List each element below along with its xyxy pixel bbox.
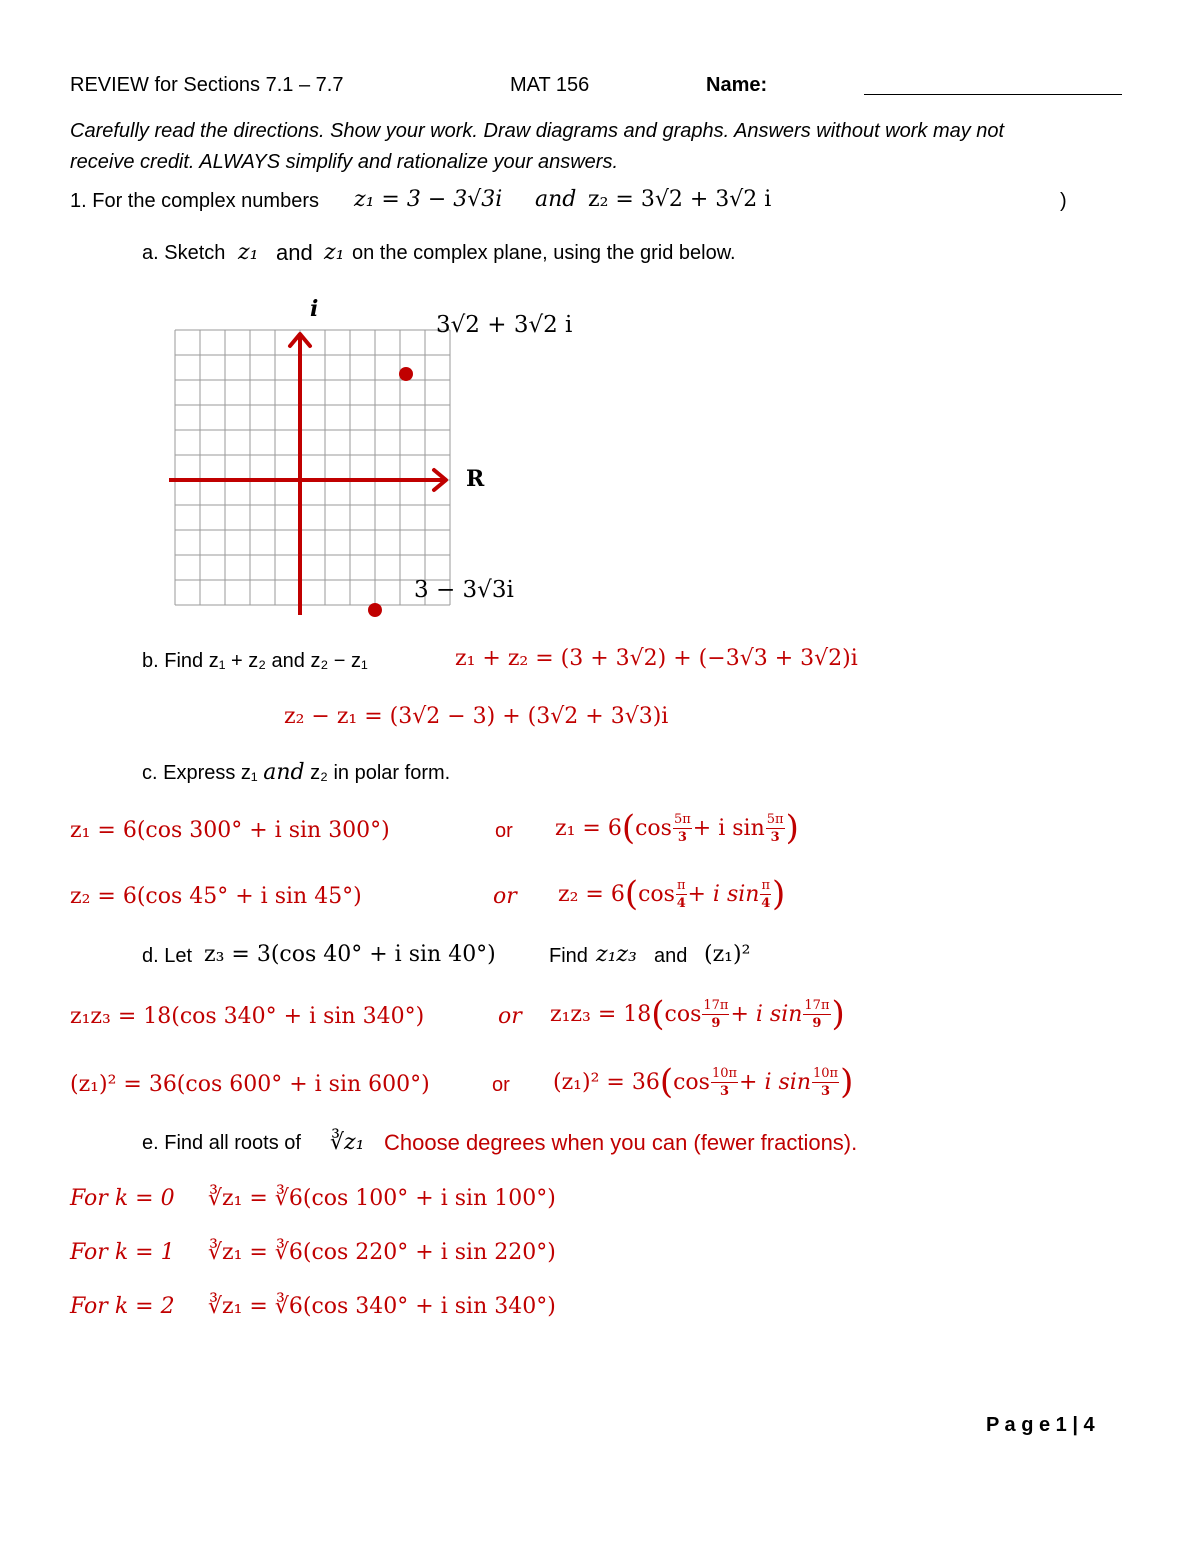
qd-square-radians: (z₁)² = 36 ( cos $\frac{10\pi}{3}$ + i sin $\frac{10\pi}{3}$ )	[553, 1062, 854, 1102]
instructions-line-2: receive credit. ALWAYS simplify and rationalize your answers.	[70, 151, 618, 173]
qd-square-degrees: (z₁)² = 36(cos 600° + i sin 600°)	[70, 1072, 430, 1097]
qd-sq-frac-num-2: 10π	[812, 1065, 839, 1081]
qc-prompt-a: c. Express z₁	[142, 762, 258, 784]
q1-and-word: and	[535, 187, 577, 212]
page-number: P a g e 1 | 4	[986, 1414, 1095, 1436]
qc-z1-frac-num-2: 5π	[766, 811, 784, 827]
qa-text-sketch: a. Sketch	[142, 242, 226, 264]
imag-axis-label: i	[310, 296, 319, 322]
point-z2-label: 3√2 + 3√2 i	[436, 312, 573, 338]
qd-prompt-and: and	[654, 945, 688, 967]
qd-sq-rad-mid: + i sin	[739, 1069, 811, 1095]
qc-or-1: or	[495, 820, 513, 842]
qc-prompt-and: and	[263, 760, 305, 785]
qc-z1-rad-cos: cos	[635, 815, 672, 841]
q1-z1-expression: z₁ = 3 − 3√3i	[354, 187, 503, 212]
qc-z1-degrees: z₁ = 6(cos 300° + i sin 300°)	[70, 818, 390, 843]
header-name-label: Name:	[706, 74, 768, 96]
qd-prod-rad-cos: cos	[664, 1001, 702, 1027]
qe-root-k2-label: For k = 2	[70, 1294, 175, 1319]
qe-root-k0-expression: ∛z₁ = ∛6(cos 100° + i sin 100°)	[208, 1186, 556, 1211]
qd-prod-frac-den-2: 9	[812, 1015, 822, 1031]
qd-prompt-square: (z₁)²	[704, 942, 751, 967]
real-axis-label: R	[466, 466, 485, 492]
qe-prompt-root: ∛z₁	[330, 1130, 365, 1155]
qe-root-k0-label: For k = 0	[70, 1186, 175, 1211]
qa-z1-second: z₁	[324, 240, 345, 265]
qa-z1-first: z₁	[238, 240, 259, 265]
qd-product-radians: z₁z₃ = 18 ( cos $\frac{17\pi}{9}$ + i sin $\frac{17\pi}{9}$ )	[550, 994, 845, 1034]
qc-z2-radians: z₂ = 6 ( cos $\frac{\pi}{4}$ + i sin $\frac{\pi}{4}$ )	[558, 874, 786, 914]
qc-z2-rad-cos: cos	[638, 881, 675, 907]
qc-z2-frac-den-2: 4	[761, 895, 771, 911]
qd-prod-rad-prefix: z₁z₃ = 18	[550, 1001, 652, 1027]
qc-z2-frac-num-2: π	[761, 877, 770, 893]
qc-or-2: or	[493, 884, 517, 909]
qc-z2-frac-den-1: 4	[676, 895, 686, 911]
qa-text-rest: on the complex plane, using the grid below.	[352, 242, 736, 264]
qc-z1-frac-num-1: 5π	[673, 811, 691, 827]
qd-product-degrees: z₁z₃ = 18(cos 340° + i sin 340°)	[70, 1004, 425, 1029]
qe-root-k1-label: For k = 1	[70, 1240, 175, 1265]
point-z1-label: 3 − 3√3i	[414, 577, 514, 603]
qd-prod-frac-num-2: 17π	[804, 997, 830, 1013]
qb-sum-answer: z₁ + z₂ = (3 + 3√2) + (−3√3 + 3√2)i	[455, 646, 858, 671]
qc-z2-rad-mid: + i sin	[687, 881, 760, 907]
qc-z2-frac-num-1: π	[676, 877, 686, 893]
q1-prompt: 1. For the complex numbers	[70, 190, 319, 212]
qe-prompt-hint: Choose degrees when you can (fewer fractions).	[384, 1130, 858, 1155]
header-review-title: REVIEW for Sections 7.1 – 7.7	[70, 74, 344, 96]
qd-or-2: or	[492, 1074, 510, 1096]
qb-prompt: b. Find z₁ + z₂ and z₂ − z₁	[142, 650, 368, 672]
qd-sq-rad-prefix: (z₁)² = 36	[553, 1069, 660, 1095]
qd-prompt-let: d. Let	[142, 945, 193, 967]
name-blank-line[interactable]	[864, 94, 1122, 95]
qd-sq-frac-num-1: 10π	[711, 1065, 738, 1081]
qc-z1-frac-den-1: 3	[677, 829, 687, 845]
qc-z2-rad-prefix: z₂ = 6	[558, 881, 625, 907]
qd-z3-definition: z₃ = 3(cos 40° + i sin 40°)	[204, 942, 496, 967]
q1-close-paren: )	[1060, 190, 1067, 212]
qd-sq-frac-den-1: 3	[719, 1083, 729, 1099]
qd-sq-frac-den-2: 3	[821, 1083, 831, 1099]
qd-prompt-find: Find	[549, 945, 588, 967]
qa-text-and: and	[276, 240, 313, 265]
qb-difference-answer: z₂ − z₁ = (3√2 − 3) + (3√2 + 3√3)i	[284, 704, 669, 729]
point-1	[399, 367, 413, 381]
qc-prompt-c: z₂ in polar form.	[310, 762, 451, 784]
qc-z1-frac-den-2: 3	[770, 829, 780, 845]
instructions-line-1: Carefully read the directions. Show your work. Draw diagrams and graphs. Answers without work may not	[70, 120, 1005, 142]
qc-z1-rad-prefix: z₁ = 6	[555, 815, 622, 841]
point-2	[368, 603, 382, 617]
complex-plane-graph	[160, 300, 600, 620]
qd-prod-frac-den-1: 9	[711, 1015, 721, 1031]
qc-z1-rad-mid: + i sin	[692, 815, 765, 841]
qd-or-1: or	[498, 1004, 522, 1029]
qd-prompt-product: z₁z₃	[596, 942, 637, 967]
qd-prod-frac-num-1: 17π	[703, 997, 729, 1013]
qe-root-k1-expression: ∛z₁ = ∛6(cos 220° + i sin 220°)	[208, 1240, 556, 1265]
qc-z2-degrees: z₂ = 6(cos 45° + i sin 45°)	[70, 884, 362, 909]
header-course: MAT 156	[510, 74, 590, 96]
qe-prompt: e. Find all roots of	[142, 1132, 301, 1154]
qd-prod-rad-mid: + i sin	[730, 1001, 803, 1027]
q1-z2-expression: z₂ = 3√2 + 3√2 i	[588, 187, 772, 212]
qe-root-k2-expression: ∛z₁ = ∛6(cos 340° + i sin 340°)	[208, 1294, 556, 1319]
qd-sq-rad-cos: cos	[673, 1069, 710, 1095]
qc-z1-radians: z₁ = 6 ( cos $\frac{5\pi}{3}$ + i sin $\frac{5\pi}{3}$ )	[555, 808, 799, 848]
